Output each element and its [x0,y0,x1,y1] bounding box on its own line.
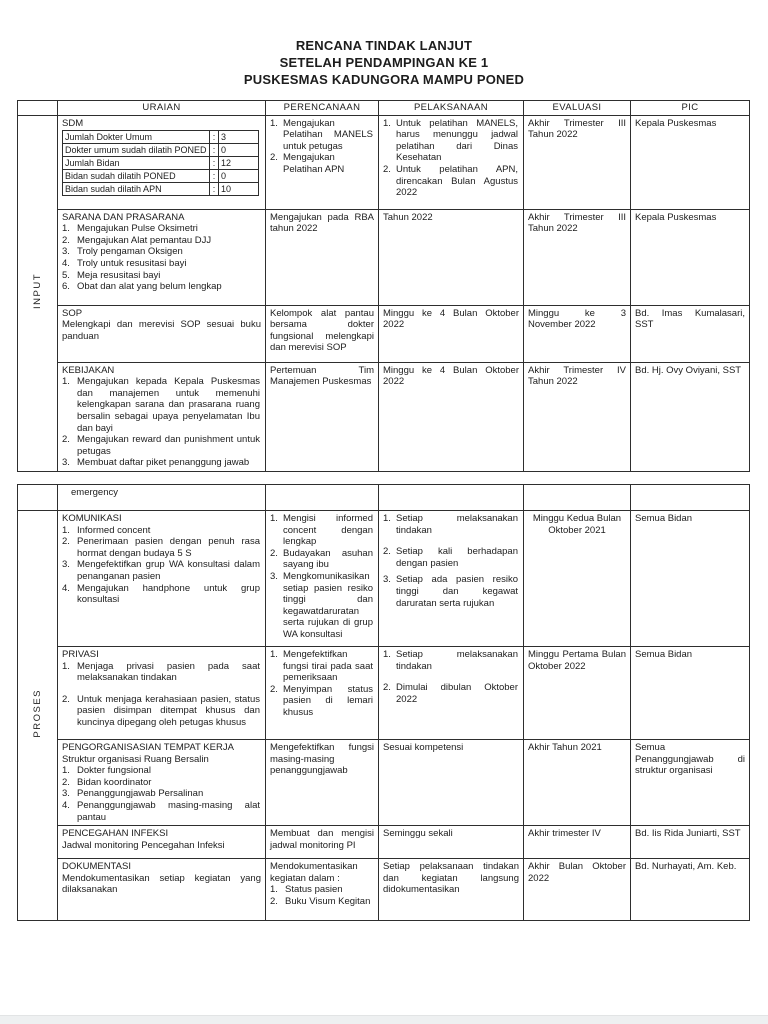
cell-sdm-evaluasi: Akhir Trimester III Tahun 2022 [524,115,631,209]
list-item: 3. Membuat daftar piket penanggung jawab [62,457,250,469]
cell-privasi-pic: Semua Bidan [631,646,750,739]
stat-value: 3 [219,131,259,144]
title-line-1: RENCANA TINDAK LANJUT [295,38,473,53]
sdm-stats-table [62,130,259,196]
cell-emergency-pelaksanaan [379,484,524,510]
stat-label: Jumlah Dokter Umum [63,131,210,144]
list-item: 1. Dokter fungsional [62,765,151,777]
table-header-row [18,101,750,116]
list-item: 3. Mengefektifkan grup WA konsultasi dalam penanganan pasien [62,559,260,582]
cell-dokumentasi-pic: Bd. Nurhayati, Am. Keb. [631,859,750,921]
stat-value: 0 [219,144,259,157]
page-bottom-divider [0,1015,768,1024]
list-item: 3. Mengkomunikasikan setiap pasien resiko tinggi dan kegawatdaruratan serta rujukan di grup WA konsultasi [270,570,373,640]
list-item: 2. Buku Visum Kegitan [270,895,371,907]
cell-sop-evaluasi: Minggu ke 3 November 2022 [524,305,631,362]
list-item: 1. Status pasien [270,884,343,896]
stats-row [63,157,259,170]
row-kebijakan [18,362,750,471]
section-heading: SOP [62,307,83,319]
list-item: 1. Mengajukan Pulse Oksimetri [62,223,198,235]
stat-value: 0 [219,170,259,183]
cell-pengorganisasian-pelaksanaan: Sesuai kompetensi [379,739,524,825]
list-item: 1. Menjaga privasi pasien pada saat melaksanakan tindakan [62,660,260,684]
list-item: 3. Setiap ada pasien resiko tinggi dan kegawat daruratan serta rujukan [383,574,518,609]
section-heading: KEBIJAKAN [62,364,115,376]
stats-row [63,170,259,183]
cell-pencegahan-perencanaan: Membuat dan mengisi jadwal monitoring PI [266,826,379,859]
cell-sarana-evaluasi: Akhir Trimester III Tahun 2022 [524,209,631,305]
stat-colon: : [210,183,219,196]
stat-colon: : [210,157,219,170]
cell-kebijakan-pelaksanaan: Minggu ke 4 Bulan Oktober 2022 [379,362,524,471]
stats-row [63,183,259,196]
perencanaan-intro: Mendokumentasikan kegiatan dalam : [270,861,358,884]
list-item: 2. Dimulai dibulan Oktober 2022 [383,682,518,705]
cell-kebijakan-uraian [58,362,266,471]
cell-sop-pic: Bd. Imas Kumalasari, SST [631,305,750,362]
cell-komunikasi-pelaksanaan [379,510,524,646]
cell-privasi-evaluasi: Minggu Pertama Bulan Oktober 2022 [524,646,631,739]
cell-privasi-uraian [58,646,266,739]
cell-pengorganisasian-pic: Semua Penanggungjawab di struktur organisasi [631,739,750,825]
list-item: 2. Mengajukan Pelatihan APN [270,152,345,175]
list-item: 1. Informed concent [62,524,151,536]
proses-table [17,484,750,921]
list-item: 1. Mengefektifkan fungsi tirai pada saat pemeriksaan [270,648,373,684]
cell-privasi-perencanaan [266,646,379,739]
cell-sdm-pic: Kepala Puskesmas [631,115,750,209]
cell-sdm-pelaksanaan [379,115,524,209]
cell-sarana-pelaksanaan: Tahun 2022 [379,209,524,305]
header-perencanaan: PERENCANAAN [266,101,379,116]
list-item: 2. Untuk menjaga kerahasiaan pasien, status pasien disimpan ditempat khusus dan kuncinya dipegang oleh petugas khusus [62,693,260,728]
cell-dokumentasi-perencanaan [266,859,379,921]
cell-sop-uraian [58,305,266,362]
list-item: 2. Mengajukan Alat pemantau DJJ [62,234,212,246]
stats-row [63,131,259,144]
row-pengorganisasian [18,739,750,825]
stage-cell-proses [18,510,58,920]
cell-pencegahan-pelaksanaan: Seminggu sekali [379,826,524,859]
section-text: Jadwal monitoring Pencegahan Infeksi [62,839,225,851]
header-pelaksanaan: PELAKSANAAN [379,101,524,116]
section-heading: SARANA DAN PRASARANA [62,211,185,223]
section-heading: PRIVASI [62,648,99,660]
row-sop [18,305,750,362]
list-item: 3. Troly pengaman Oksigen [62,246,183,258]
cell-komunikasi-pic: Semua Bidan [631,510,750,646]
cell-emergency-uraian: emergency [58,484,266,510]
cell-pengorganisasian-perencanaan: Mengefektifkan fungsi masing-masing penanggungjawab [266,739,379,825]
list-item: 6. Obat dan alat yang belum lengkap [62,281,222,293]
list-item: 3. Penanggungjawab Persalinan [62,788,204,800]
list-item: 1. Untuk pelatihan MANELS, harus menunggu jadwal pelatihan dari Dinas Kesehatan [383,117,518,164]
list-item: 1. Mengajukan Pelatihan MANELS untuk petugas [270,117,373,152]
row-sarana [18,209,750,305]
stage-cell-empty [18,484,58,510]
section-heading: KOMUNIKASI [62,512,122,524]
list-item: 1. Setiap melaksanakan tindakan [383,512,518,536]
cell-pengorganisasian-uraian [58,739,266,825]
row-komunikasi [18,510,750,646]
section-text: Melengkapi dan merevisi SOP sesuai buku panduan [62,319,261,342]
header-pic: PIC [631,101,750,116]
cell-sarana-pic: Kepala Puskesmas [631,209,750,305]
stat-value: 10 [219,183,259,196]
list-item: 1. Setiap melaksanakan tindakan [383,648,518,672]
stat-label: Bidan sudah dilatih APN [63,183,210,196]
header-evaluasi: EVALUASI [524,101,631,116]
stat-colon: : [210,170,219,183]
cell-sarana-perencanaan: Mengajukan pada RBA tahun 2022 [266,209,379,305]
list-item: 4. Penanggungjawab masing-masing alat pantau [62,799,260,823]
cell-kebijakan-perencanaan: Pertemuan Tim Manajemen Puskesmas [266,362,379,471]
section-text: Mendokumentasikan setiap kegiatan yang dilaksanakan [62,872,261,896]
list-item: 1. Mengajukan kepada Kepala Puskesmas dan manajemen untuk memenuhi kelengkapan sarana dan prasarana ruang bersalin sebagai upaya penyelamatan Ibu dan bayi [62,376,260,434]
cell-sarana-uraian [58,209,266,305]
stat-label: Jumlah Bidan [63,157,210,170]
list-item: 2. Bidan koordinator [62,776,152,788]
cell-dokumentasi-uraian [58,859,266,921]
cell-pencegahan-uraian [58,826,266,859]
row-privasi [18,646,750,739]
stat-colon: : [210,144,219,157]
stage-label-proses: PROSES [31,689,43,739]
cell-sdm-uraian [58,115,266,209]
cell-sop-perencanaan: Kelompok alat pantau bersama dokter fungsional melengkapi dan merevisi SOP [266,305,379,362]
stat-label: Bidan sudah dilatih PONED [63,170,210,183]
section-heading: DOKUMENTASI [62,861,131,873]
cell-sdm-perencanaan [266,115,379,209]
list-item: 4. Troly untuk resusitasi bayi [62,257,187,269]
list-item: 2. Budayakan asuhan sayang ibu [270,547,373,571]
section-heading: PENCEGAHAN INFEKSI [62,828,169,840]
list-item: 2. Penerimaan pasien dengan penuh rasa hormat dengan budaya 5 S [62,536,260,559]
list-item: 5. Meja resusitasi bayi [62,269,161,281]
stage-label-input: INPUT [31,273,43,310]
cell-sop-pelaksanaan: Minggu ke 4 Bulan Oktober 2022 [379,305,524,362]
cell-emergency-evaluasi [524,484,631,510]
row-dokumentasi [18,859,750,921]
header-uraian: URAIAN [58,101,266,116]
cell-dokumentasi-evaluasi: Akhir Bulan Oktober 2022 [524,859,631,921]
title-line-2: SETELAH PENDAMPINGAN KE 1 [279,55,489,70]
list-item: 2. Setiap kali berhadapan dengan pasien [383,546,518,569]
stats-row [63,144,259,157]
list-item: 4. Mengajukan handphone untuk grup konsultasi [62,582,260,606]
cell-emergency-pic [631,484,750,510]
cell-komunikasi-uraian [58,510,266,646]
section-subheading: Struktur organisasi Ruang Bersalin [62,753,209,765]
stat-colon: : [210,131,219,144]
row-pencegahan [18,826,750,859]
row-sdm [18,115,750,209]
list-item: 2. Menyimpan status pasien di lemari khusus [270,683,373,718]
cell-komunikasi-evaluasi: Minggu Kedua Bulan Oktober 2021 [524,510,631,646]
section-heading: SDM [62,117,84,129]
stage-cell-input [18,115,58,471]
cell-pencegahan-pic: Bd. Iis Rida Juniarti, SST [631,826,750,859]
header-stage-empty [18,101,58,116]
cell-kebijakan-evaluasi: Akhir Trimester IV Tahun 2022 [524,362,631,471]
section-heading: PENGORGANISASIAN TEMPAT KERJA [62,741,234,753]
cell-pencegahan-evaluasi: Akhir trimester IV [524,826,631,859]
stat-label: Dokter umum sudah dilatih PONED [63,144,210,157]
input-table [17,100,750,472]
cell-komunikasi-perencanaan [266,510,379,646]
cell-emergency-perencanaan [266,484,379,510]
list-item: 2. Mengajukan reward dan punishment untuk petugas [62,434,260,457]
cell-pengorganisasian-evaluasi: Akhir Tahun 2021 [524,739,631,825]
stat-value: 12 [219,157,259,170]
row-emergency [18,484,750,510]
page-title [0,0,768,88]
list-item: 2. Untuk pelatihan APN, direncakan Bulan Agustus 2022 [383,163,518,199]
cell-kebijakan-pic: Bd. Hj. Ovy Oviyani, SST [631,362,750,471]
list-item: 1. Mengisi informed concent dengan lengkap [270,512,373,548]
cell-dokumentasi-pelaksanaan: Setiap pelaksanaan tindakan dan kegiatan langsung didokumentasikan [379,859,524,921]
cell-privasi-pelaksanaan [379,646,524,739]
title-line-3: PUSKESMAS KADUNGORA MAMPU PONED [243,72,525,87]
